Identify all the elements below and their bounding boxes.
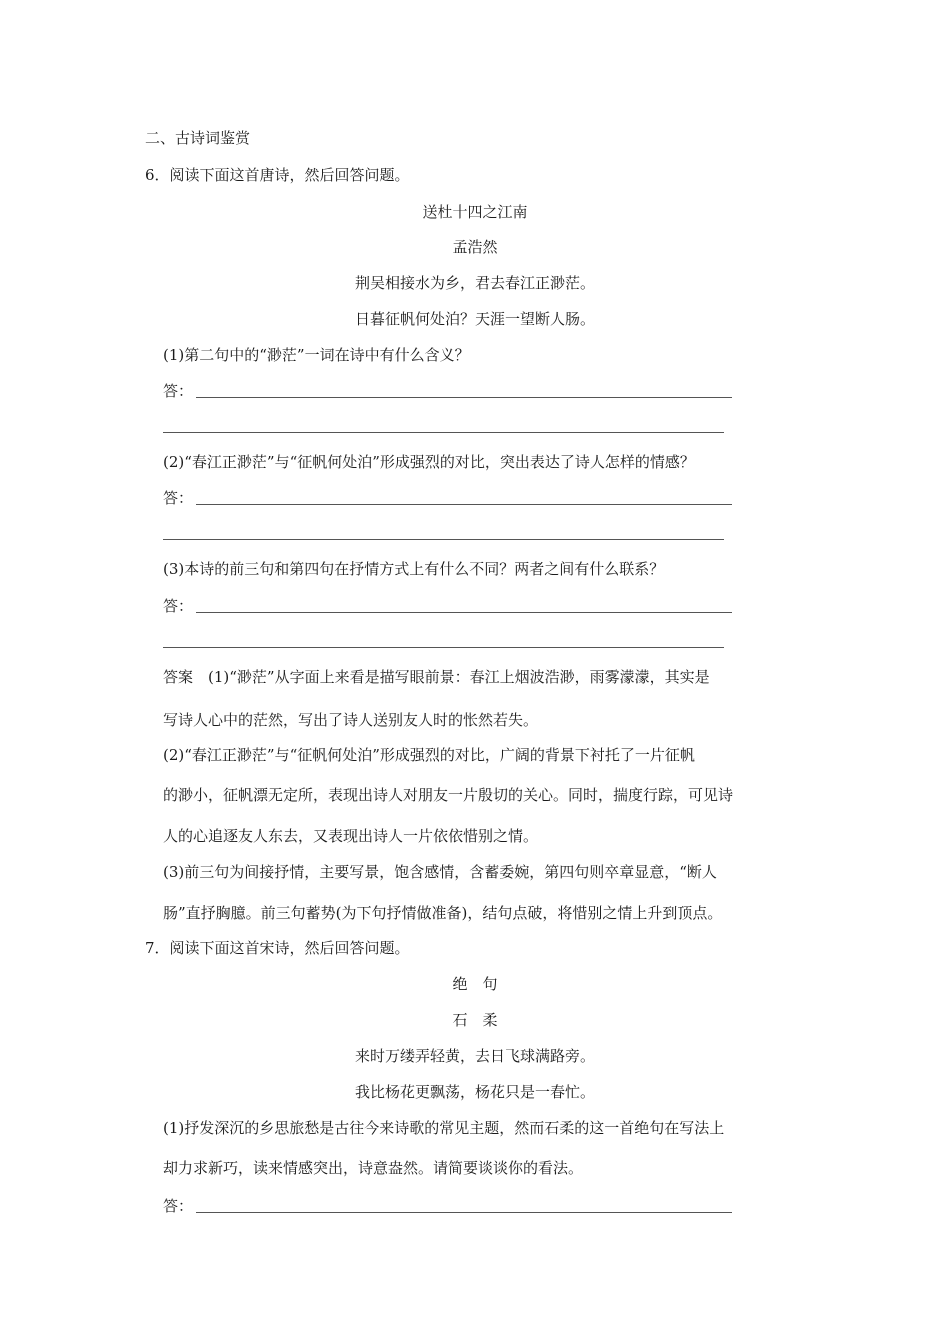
poem-title: 送杜十四之江南 <box>422 203 528 221</box>
poem-line: 我比杨花更飘荡，杨花只是一春忙。 <box>354 1083 595 1101</box>
poem-line: 荆吴相接水为乡，君去春江正渺茫。 <box>354 274 595 292</box>
answer-line[interactable] <box>163 539 724 540</box>
sub-question-2: (2)“春江正渺茫”与“征帆何处泊”形成强烈的对比，突出表达了诗人怎样的情感？ <box>163 453 695 471</box>
answer-line[interactable] <box>196 1212 732 1213</box>
sub-question-1-cont: 却力求新巧，读来情感突出，诗意盎然。请简要谈谈你的看法。 <box>163 1159 584 1177</box>
answer-line[interactable] <box>196 612 732 613</box>
answer-key-line: (2)“春江正渺茫”与“征帆何处泊”形成强烈的对比，广阔的背景下衬托了一片征帆 <box>163 746 695 764</box>
answer-line[interactable] <box>196 397 732 398</box>
poem-line: 来时万缕弄轻黄，去日飞球满路旁。 <box>354 1047 595 1065</box>
answer-key-line: 答案 (1)“渺茫”从字面上来看是描写眼前景：春江上烟波浩渺，雨雾濛濛，其实是 <box>163 668 710 686</box>
sub-question-1: (1)第二句中的“渺茫”一词在诗中有什么含义？ <box>163 346 470 364</box>
answer-key-line: 的渺小，征帆漂无定所，表现出诗人对朋友一片殷切的关心。同时，揣度行踪，可见诗 <box>163 786 734 804</box>
answer-line[interactable] <box>196 504 732 505</box>
poem-line: 日暮征帆何处泊？天涯一望断人肠。 <box>354 310 595 328</box>
answer-line[interactable] <box>163 432 724 433</box>
answer-key-line: 肠”直抒胸臆。前三句蓄势(为下句抒情做准备)，结句点破，将惜别之情上升到顶点。 <box>163 904 723 922</box>
question-7-prompt: 7．阅读下面这首宋诗，然后回答问题。 <box>145 939 410 957</box>
answer-label: 答： <box>163 1197 194 1215</box>
answer-line[interactable] <box>163 647 724 648</box>
section-title: 二、古诗词鉴赏 <box>145 129 251 147</box>
poem-title: 绝 句 <box>452 975 498 993</box>
answer-key-line: 人的心追逐友人东去，又表现出诗人一片依依惜别之情。 <box>163 827 539 845</box>
poem-author: 孟浩然 <box>452 238 498 256</box>
answer-key-line: (3)前三句为间接抒情，主要写景，饱含感情，含蓄委婉，第四句则卒章显意，“断人 <box>163 863 717 881</box>
question-6-prompt: 6．阅读下面这首唐诗，然后回答问题。 <box>145 166 410 184</box>
sub-question-1: (1)抒发深沉的乡思旅愁是古往今来诗歌的常见主题，然而石柔的这一首绝句在写法上 <box>163 1119 725 1137</box>
sub-question-3: (3)本诗的前三句和第四句在抒情方式上有什么不同？两者之间有什么联系？ <box>163 560 665 578</box>
answer-label: 答： <box>163 597 194 615</box>
poem-author: 石 柔 <box>452 1011 498 1029</box>
answer-key-line: 写诗人心中的茫然，写出了诗人送别友人时的怅然若失。 <box>163 711 539 729</box>
answer-label: 答： <box>163 489 194 507</box>
answer-label: 答： <box>163 382 194 400</box>
